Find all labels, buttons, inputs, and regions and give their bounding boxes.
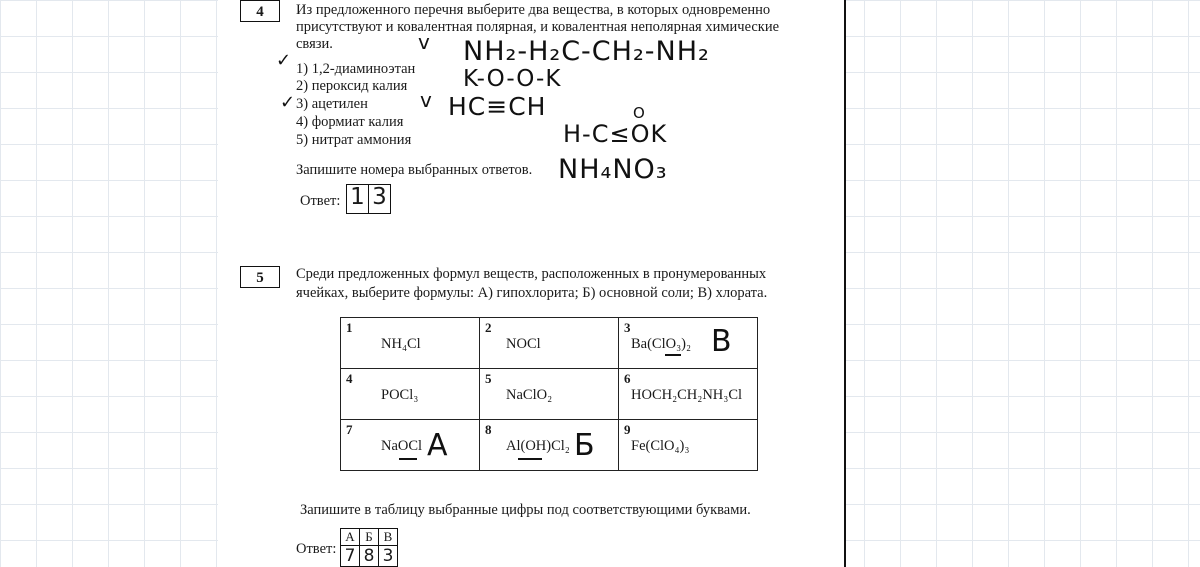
handwritten-letter: Б <box>574 428 595 463</box>
worksheet-page <box>218 0 846 567</box>
cell-formula: Ba(ClO₃)₂ <box>631 336 692 352</box>
tick-mark: v <box>420 88 433 112</box>
grid-cell-8 <box>480 420 619 471</box>
grid-cell-9 <box>619 420 758 471</box>
answer-value-row <box>341 546 398 567</box>
handwritten-formula-5: NH₄NO₃ <box>558 154 668 185</box>
question-number-5: 5 <box>240 266 280 288</box>
q5-answer-label: Ответ: <box>296 541 337 557</box>
answer-header-row <box>341 529 398 546</box>
handwritten-formula-3: HC≡CH <box>448 92 547 121</box>
cell-number: 8 <box>485 422 492 437</box>
answer-cell-b[interactable]: 8 <box>360 546 379 567</box>
q4-prompt: Запишите номера выбранных ответов. <box>296 162 533 178</box>
handwritten-formula-1: NH₂-H₂C-CH₂-NH₂ <box>463 36 710 67</box>
answer-cell-a[interactable]: 7 <box>341 546 360 567</box>
answer-cell-v[interactable]: 3 <box>379 546 398 567</box>
handwritten-letter: В <box>711 324 732 359</box>
q4-answer-box-2[interactable]: 3 <box>368 184 391 214</box>
cell-number: 7 <box>346 422 353 437</box>
q4-text-line-1: Из предложенного перечня выберите два вещества, в которых одновременно <box>296 2 771 18</box>
cell-formula: HOCH₂CH₂NH₃Cl <box>631 387 743 403</box>
q4-text-line-3: связи. <box>296 36 333 52</box>
cell-number: 2 <box>485 320 492 335</box>
handwritten-formula-4-top: O <box>633 104 646 122</box>
grid-cell-4 <box>341 369 480 420</box>
grid-cell-7 <box>341 420 480 471</box>
cell-formula: Fe(ClO₄)₃ <box>631 438 690 454</box>
grid-row <box>341 369 758 420</box>
grid-cell-3 <box>619 318 758 369</box>
q4-answer-label: Ответ: <box>300 193 341 209</box>
q4-option-5: 5) нитрат аммония <box>296 132 412 148</box>
handwritten-formula-4: H-C≤OK <box>563 120 668 148</box>
cell-formula: NOCl <box>506 336 541 352</box>
q5-prompt: Запишите в таблицу выбранные цифры под соответствующими буквами. <box>300 502 751 518</box>
grid-cell-5 <box>480 369 619 420</box>
q4-answer-box-1[interactable]: 1 <box>346 184 369 214</box>
check-mark-icon: ✓ <box>276 50 293 71</box>
check-mark-icon: ✓ <box>280 92 297 113</box>
grid-row <box>341 318 758 369</box>
answer-header-v: В <box>379 529 398 546</box>
handwritten-formula-2: K-O-O-K <box>463 66 562 92</box>
cell-number: 6 <box>624 371 631 386</box>
q5-answer-table <box>340 528 398 567</box>
cell-formula: NH₄Cl <box>381 336 421 352</box>
grid-cell-6 <box>619 369 758 420</box>
q4-option-3: 3) ацетилен <box>296 96 368 112</box>
cell-formula: NaClO₂ <box>506 387 553 403</box>
cell-formula: NaOCl <box>381 438 423 454</box>
grid-row <box>341 420 758 471</box>
answer-header-a: А <box>341 529 360 546</box>
cell-number: 4 <box>346 371 353 386</box>
q4-option-4: 4) формиат калия <box>296 114 404 130</box>
q4-option-2: 2) пероксид калия <box>296 78 408 94</box>
underline-mark <box>665 354 681 356</box>
q4-option-1: 1) 1,2-диаминоэтан <box>296 61 416 77</box>
q4-text-line-2: присутствуют и ковалентная полярная, и ковалентная неполярная химические <box>296 19 780 35</box>
cell-number: 5 <box>485 371 492 386</box>
underline-mark <box>518 458 542 460</box>
cell-number: 3 <box>624 320 631 335</box>
q5-text-line-1: Среди предложенных формул веществ, расположенных в пронумерованных <box>296 266 767 282</box>
underline-mark <box>399 458 417 460</box>
cell-number: 9 <box>624 422 631 437</box>
q5-text-line-2: ячейках, выберите формулы: А) гипохлорита; Б) основной соли; В) хлората. <box>296 285 768 301</box>
cell-formula: POCl₃ <box>381 387 419 403</box>
tick-mark: v <box>418 30 431 54</box>
question-number-4: 4 <box>240 0 280 22</box>
answer-header-b: Б <box>360 529 379 546</box>
cell-number: 1 <box>346 320 353 335</box>
handwritten-letter: А <box>427 428 448 463</box>
formula-grid <box>340 317 758 471</box>
cell-formula: Al(OH)Cl₂ <box>506 438 570 454</box>
grid-cell-1 <box>341 318 480 369</box>
grid-cell-2 <box>480 318 619 369</box>
